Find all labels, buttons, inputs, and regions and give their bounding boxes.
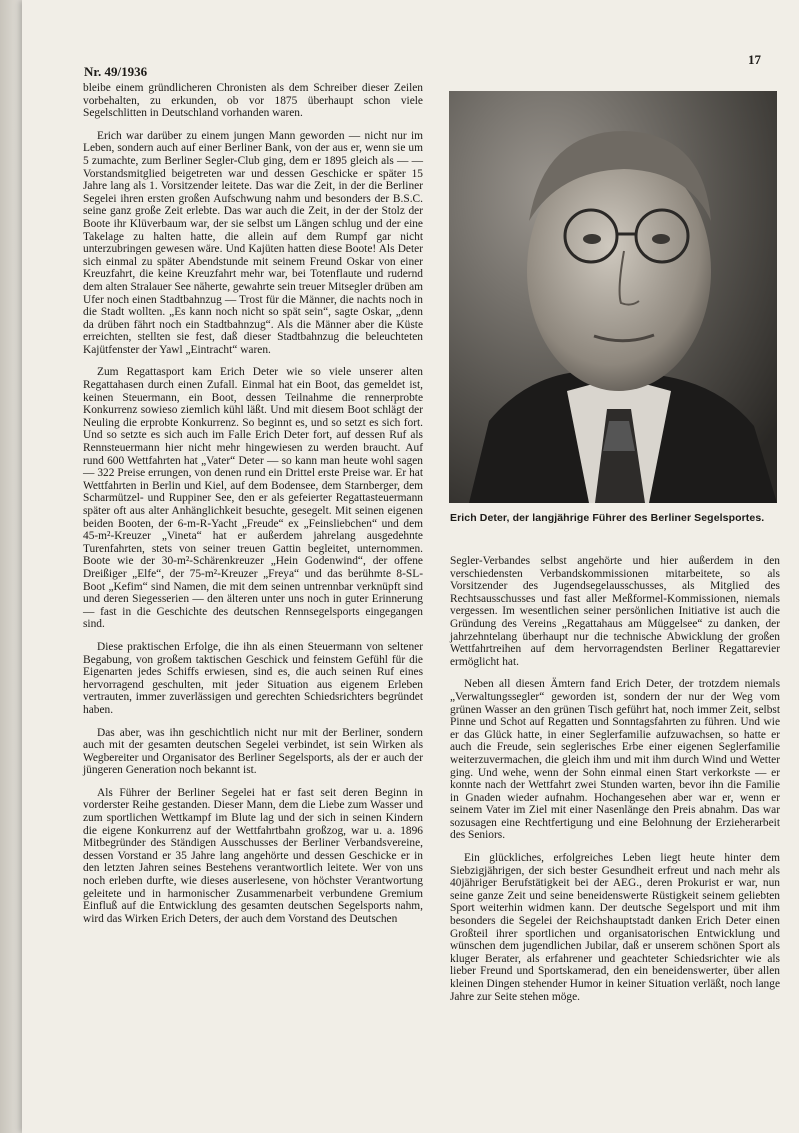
- portrait-photo: [449, 91, 777, 503]
- paragraph: bleibe einem gründlicheren Chronisten als dem Schreiber dieser Zeilen vorbehalten, zu erkunden, ob vor 1875 überhaupt schon viele Segelschlitten in Deutschland vorhanden waren.: [83, 82, 423, 120]
- page-number: 17: [748, 52, 761, 67]
- photo-caption: Erich Deter, der langjährige Führer des Berliner Segelsportes.: [450, 512, 765, 524]
- article-column-right: [450, 555, 780, 1035]
- paragraph: Segler-Verbandes selbst angehörte und hier außerdem in den verschiedensten Verbandskommissionen mitarbeitete, so als Vorsitzender des Jugendsegelausschusses, als Mitglied des Rechtsausschusses und fast aller Meßformel-Kommissionen, niemals vergessen. Im wesentlichen seiner persönlichen Initiative ist auch die Gründung des Vereins „Regattahaus am Müggelsee“ zu danken, der jahrzehntelang überhaupt nur die technische Abwicklung der großen Wettfahrtreihen auf dem hervorragendsten Berliner Regattarevier ermöglicht hat.: [450, 555, 780, 668]
- paragraph: Diese praktischen Erfolge, die ihn als einen Steuermann von seltener Begabung, von großem taktischen Geschick und feinstem Gefühl für die Eigenarten jedes Schiffs erwiesen, sind es, die auch seinen Ruf eines hervorragend geschulten, mit jeder Situation aus eigenem Erleben vertrauten, immer zuverlässigen und gerechten Schiedsrichters begründet haben.: [83, 640, 423, 716]
- paragraph: Als Führer der Berliner Segelei hat er fast seit deren Beginn in vorderster Reihe gestanden. Dieser Mann, dem die Liebe zum Wasser und zum sportlichen Wettkampf im Blute lag und der sich in seinen Kindern die eigene Konkurrenz auf der Wettfahrtbahn großzog, war u. a. 1896 Mitbegründer des Ständigen Ausschusses der Berliner Verbandsvereine, dessen Vorstand er 35 Jahre lang angehörte und dessen Geschicke er in den letzten Jahren seines Bestehens verantwortlich leitete. Wer von uns noch erleben durfte, wie dieses auserlesene, von höchster Verantwortung geleitete und in harmonischer Zusammenarbeit verbundene Gremium Einfluß auf die Entwicklung des gesamten deutschen Segelsports nahm, wird das Wirken Erich Deters, der auch dem Vorstand des Deutschen: [83, 786, 423, 925]
- paragraph: Zum Regattasport kam Erich Deter wie so viele unserer alten Regattahasen durch einen Zufall. Einmal hat ein Boot, das gemeldet ist, keinen Steuermann, ein Boot, dessen Teilnahme die rennerprobte Konkurrenz sowieso ziemlich kühl läßt. Und mit diesem Boot schlägt der Neuling die erprobte Konkurrenz. So beginnt es, und so setzt es sich fort. Und so setzte es sich auch im Falle Erich Deter fort, auf dessen Ruf als Rennsteuermann hier nicht mehr hingewiesen zu werden braucht. Auf rund 600 Wettfahrten hat „Vater“ Deter — so kann man heute wohl sagen — 322 Preise errungen, von denen rund ein Drittel erste Preise war. Er hat Wettfahrten in Berlin und Kiel, auf dem Bodensee, dem Starnberger, dem Scharmützel- und Ruppiner See, den er als gefeierter Regattasteuermann später oft aus alter Anhänglichkeit besuchte, gesegelt. Mit seinen eigenen beiden Booten, der 6-m-R-Yacht „Freude“ ex „Feinsliebchen“ und dem 45-m²-Kreuzer „Vineta“ hat er außerdem jahrelang ausgedehnte Turenfahrten, stets von seiner treuen Gattin begleitet, unternommen. Boote wie der 30-m²-Schärenkreuzer „Hein Godenwind“, der offene Dreißiger „Elfe“, der 75-m²-Kreuzer „Freya“ und das berühmte 8-SL-Boot „Kefim“ sind Namen, die mit dem seinen untrennbar verknüpft sind und deren Siegesserien — den älteren unter uns noch in guter Erinnerung — fast in die Geschichte des deutschen Rennsegelsports eingegangen sind.: [83, 366, 423, 631]
- paragraph: Neben all diesen Ämtern fand Erich Deter, der trotzdem niemals „Verwaltungssegler“ geworden ist, sondern der nur der Weg vom grünen Wasser an den grünen Tisch geführt hat, noch immer Zeit, selbst Pinne und Schot auf Regatten und Sonntagsfahrten zu führen. Und wie er das Glück hatte, in einer Seglerfamilie aufzuwachsen, so hatte er auch die Freude, sein seglerisches Erbe einer eigenen Seglerfamilie weiterzuvermachen, die gleich ihm und mit ihm durch Wind und Wetter ging. Und wehe, wenn der Sohn einmal einen Start verkorkste — er konnte nach der Wettfahrt zwei Stunden warten, bevor ihn die Familie in Gnaden wieder aufnahm. Hochangesehen aber war er, wenn er seinem Vater im Ziel mit einer Nasenlänge den Preis abnahm. Das war sozusagen eine Rechtfertigung und eine Belohnung der Erzieherarbeit des Seniors.: [450, 678, 780, 842]
- article-column-left: [83, 82, 423, 1082]
- paragraph: Das aber, was ihn geschichtlich nicht nur mit der Berliner, sondern auch mit der gesamten deutschen Segelei verbindet, ist sein Wirken als Wegbereiter und Organisator des Berliner Segelsports, als der er auch der jüngeren Generation noch bekannt ist.: [83, 726, 423, 777]
- issue-number: Nr. 49/1936: [84, 64, 148, 79]
- page-binding: [0, 0, 22, 1133]
- portrait-illustration: [449, 91, 777, 503]
- paragraph: Ein glückliches, erfolgreiches Leben liegt heute hinter dem Siebzigjährigen, der sich bester Gesundheit erfreut und nach mehr als 40jähriger Berufstätigkeit bei der AEG., deren Prokurist er war, nun seine ganze Zeit und seine beneidenswerte Rüstigkeit seinem geliebten Sport weiterhin widmen kann. Der deutsche Segelsport und mit ihm besonders die Segelei der Reichshauptstadt danken Erich Deter einen Großteil ihrer sportlichen und organisatorischen Entwicklung und wünschen dem jugendlichen Jubilar, daß er unserem schönen Sport als kluger Berater, als erfahrener und geachteter Schiedsrichter wie als lieber Freund und Sportskamerad, den ein beneidenswerter, über allen kleinen Dingen stehender Humor in keiner Situation verläßt, noch lange Jahre zur Seite stehen möge.: [450, 852, 780, 1003]
- paragraph: Erich war darüber zu einem jungen Mann geworden — nicht nur im Leben, sondern auch auf einer Berliner Bank, von der aus er, wenn sie um 5 zumachte, zum Berliner Segler-Club ging, dem er 1895 gleich als — — Vorstandsmitglied beigetreten war und dessen Geschicke er später 15 Jahre lang als 1. Vorsitzender leitete. Das war die Zeit, in der die Berliner Segelei ihren ersten großen Aufschwung nahm und besonders der B.S.C. seine ganz große Zeit erlebte. Das war auch die Zeit, in der der Stolz der Boote ihr Klüverbaum war, der sie selbst um Längen schlug und der eine Takelage zu halten hatte, die allein auf dem Rumpf gar nicht unterzubringen gewesen wäre. Und Kajüten hatten diese Boote! Als Deter sich einmal zu später Abendstunde mit seinem Freund Oskar von einer Kreuzfahrt, die keine Kreuzfahrt mehr war, bei Totenflaute und rudernd dem alten Stralauer See näherte, gewahrte sein treuer Mitsegler drüben am Ufer noch einen Stadtbahnzug — Trost für die Männer, die nachts noch in die Stadt wollten. „Es kann noch nicht so spät sein“, sagte Oskar, „denn da drüben fährt noch ein Stadtbahnzug“. Als die Männer aber die Küste erreichten, stellten sie fest, daß dieser Stadtbahnzug die beleuchteten Kajütfenster der Yawl „Eintracht“ waren.: [83, 129, 423, 356]
